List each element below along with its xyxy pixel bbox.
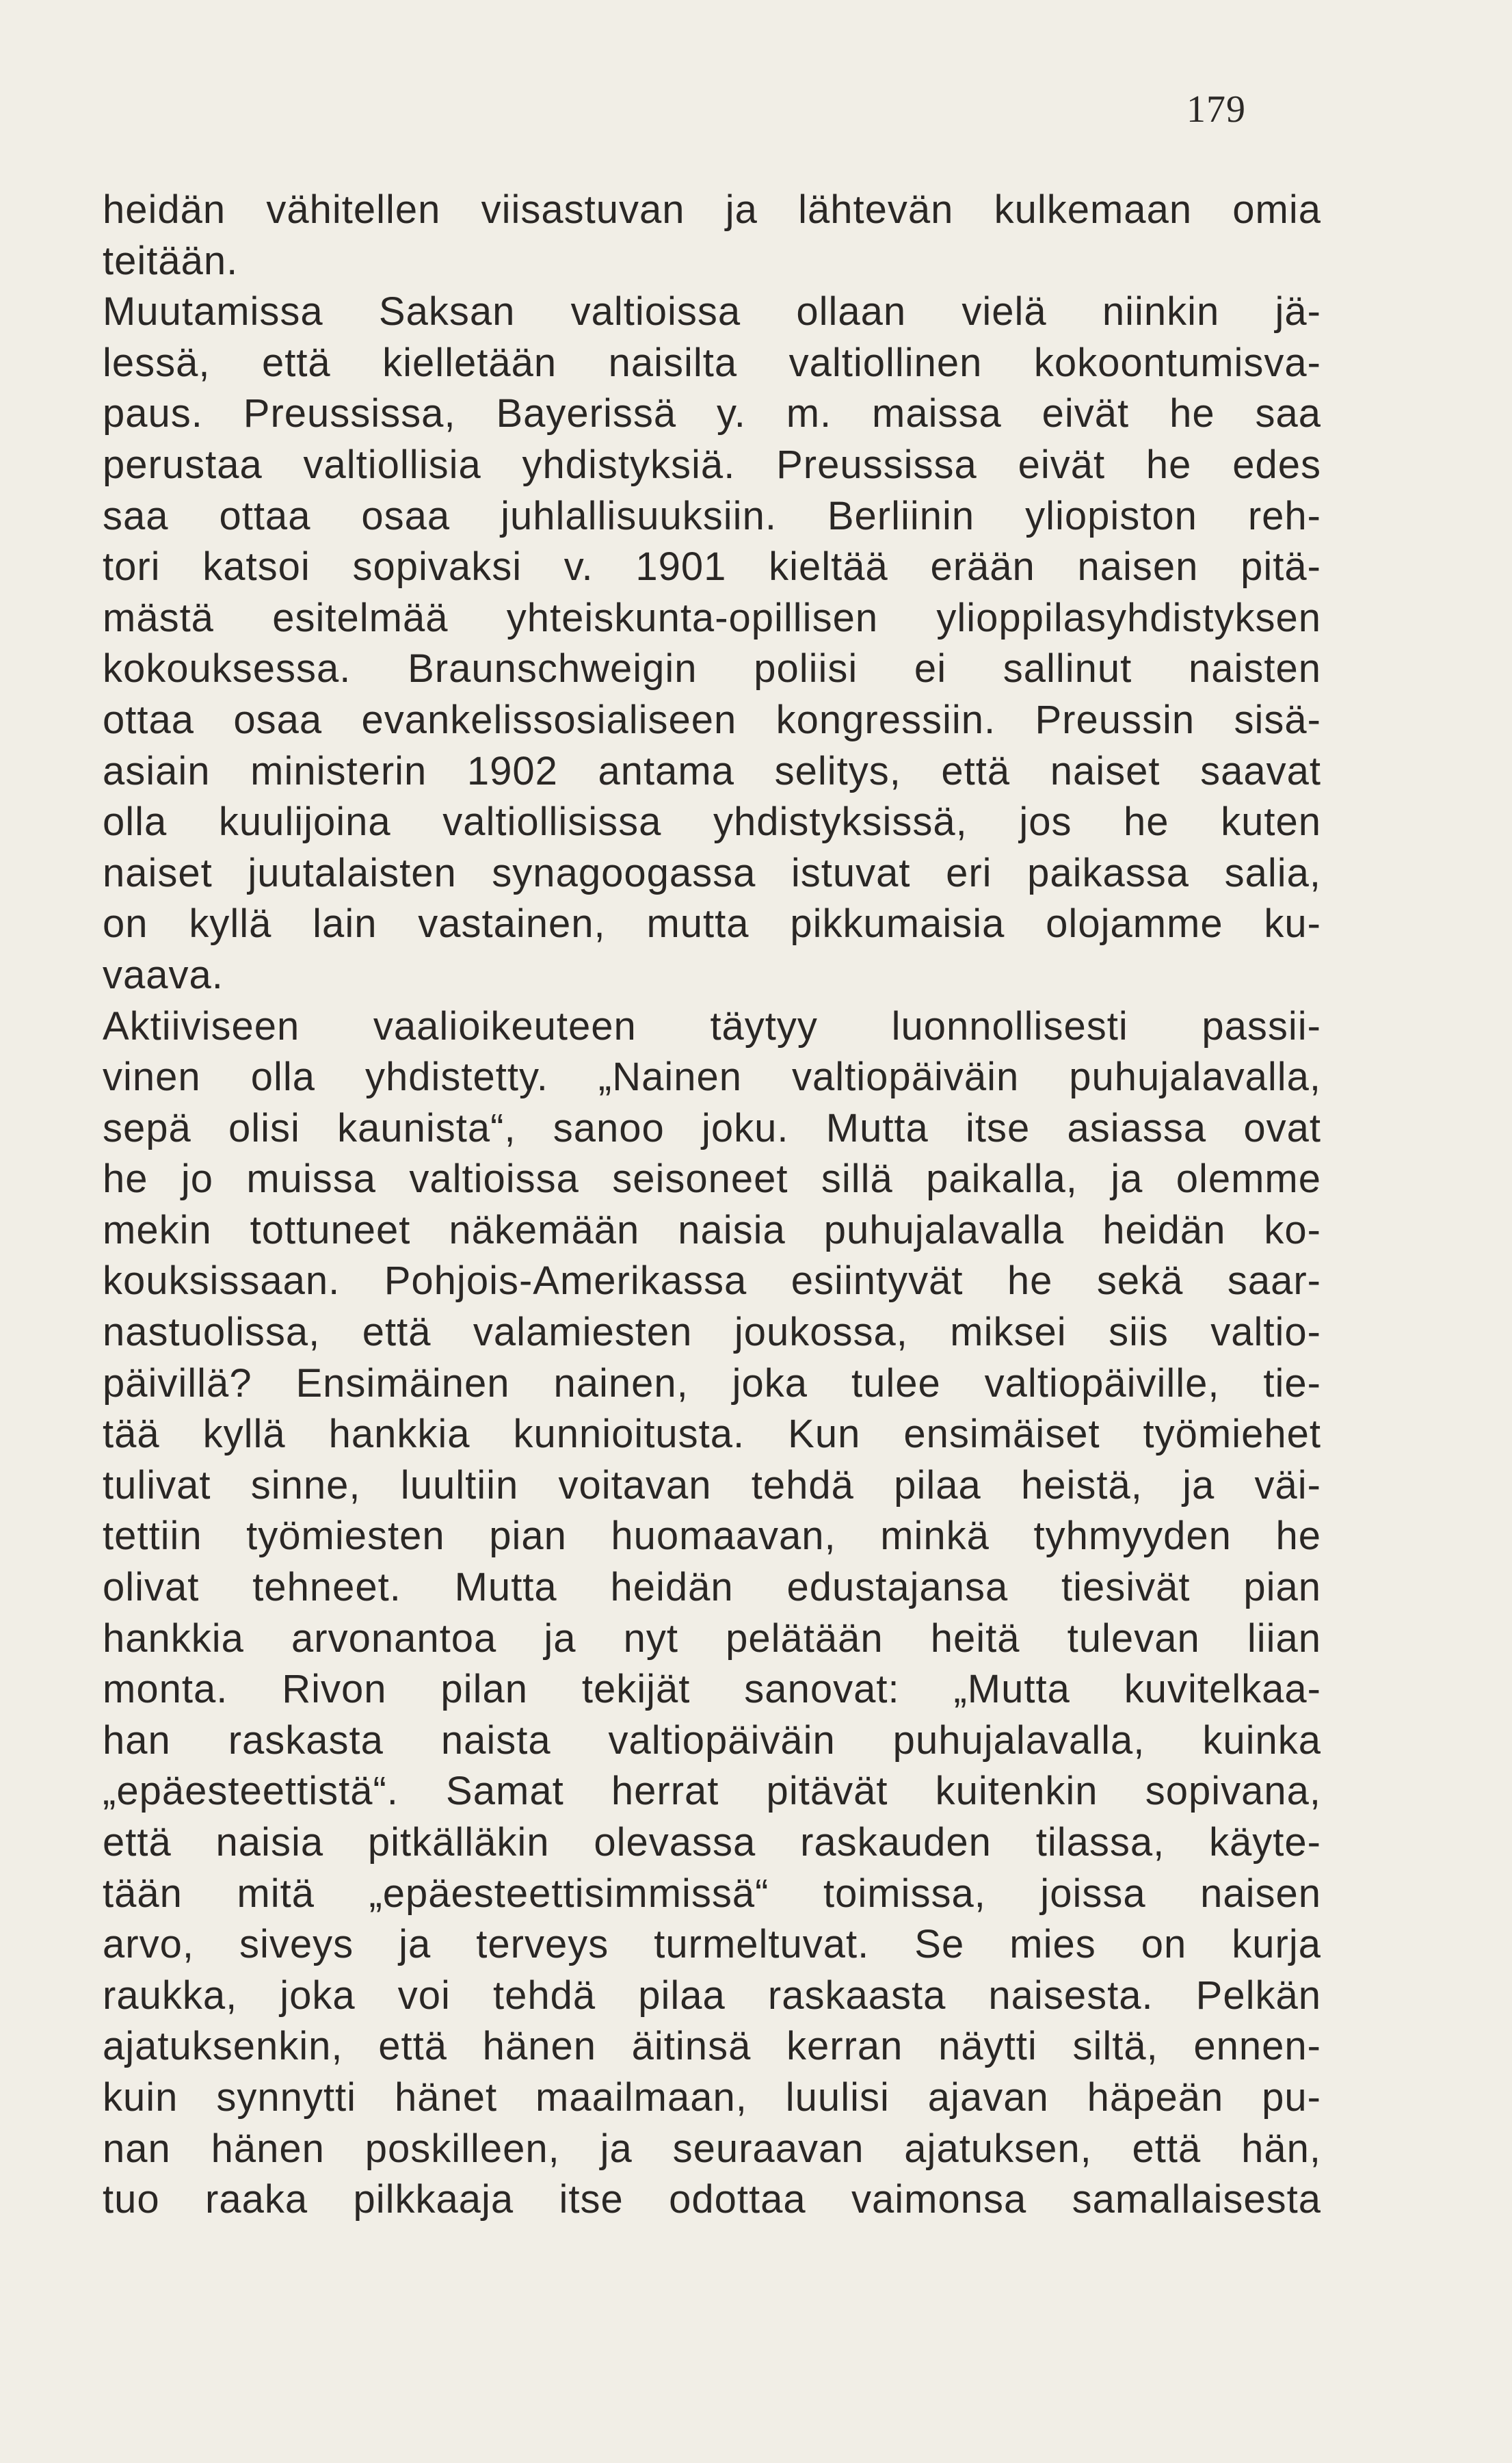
text-line: nan hänen poskilleen, ja seuraavan ajatuksen, että hän, bbox=[103, 2126, 1321, 2171]
text-line: raukka, joka voi tehdä pilaa raskaasta naisesta. Pelkän bbox=[103, 1973, 1321, 2018]
page-number: 179 bbox=[1186, 88, 1246, 131]
text-line: vaava. bbox=[103, 952, 224, 997]
body-text bbox=[103, 185, 1321, 2226]
text-line: tään mitä „epäesteettisimmissä“ toimissa, joissa naisen bbox=[103, 1871, 1321, 1916]
text-line: lessä, että kielletään naisilta valtiollinen kokoontumisva- bbox=[103, 340, 1321, 385]
text-line: olla kuulijoina valtiollisissa yhdistyksissä, jos he kuten bbox=[103, 800, 1321, 845]
text-line: kokouksessa. Braunschweigin poliisi ei sallinut naisten bbox=[103, 646, 1321, 692]
text-line: vinen olla yhdistetty. „Nainen valtiopäiväin puhujalavalla, bbox=[103, 1055, 1321, 1100]
text-line: Muutamissa Saksan valtioissa ollaan vielä niinkin jä- bbox=[103, 289, 1321, 334]
text-line: mästä esitelmää yhteiskunta-opillisen ylioppilasyhdistyksen bbox=[103, 595, 1321, 640]
text-line: saa ottaa osaa juhlallisuuksiin. Berliinin yliopiston reh- bbox=[103, 493, 1321, 538]
text-line: han raskasta naista valtiopäiväin puhujalavalla, kuinka bbox=[103, 1717, 1321, 1763]
text-line: arvo, siveys ja terveys turmeltuvat. Se mies on kurja bbox=[103, 1922, 1321, 1967]
text-line: Aktiiviseen vaalioikeuteen täytyy luonnollisesti passii- bbox=[103, 1003, 1321, 1049]
text-line: olivat tehneet. Mutta heidän edustajansa tiesivät pian bbox=[103, 1565, 1321, 1610]
text-line: nastuolissa, että valamiesten joukossa, miksei siis valtio- bbox=[103, 1310, 1321, 1355]
text-line: että naisia pitkälläkin olevassa raskauden tilassa, käyte- bbox=[103, 1820, 1321, 1865]
text-line: kuin synnytti hänet maailmaan, luulisi ajavan häpeän pu- bbox=[103, 2075, 1321, 2120]
text-line: tori katsoi sopivaksi v. 1901 kieltää erään naisen pitä- bbox=[103, 544, 1321, 590]
text-line: perustaa valtiollisia yhdistyksiä. Preussissa eivät he edes bbox=[103, 442, 1321, 487]
text-line: „epäesteettistä“. Samat herrat pitävät kuitenkin sopivana, bbox=[103, 1769, 1321, 1814]
text-line: tulivat sinne, luultiin voitavan tehdä pilaa heistä, ja väi- bbox=[103, 1462, 1321, 1507]
text-line: monta. Rivon pilan tekijät sanovat: „Mutta kuvitelkaa- bbox=[103, 1667, 1321, 1712]
text-line: mekin tottuneet näkemään naisia puhujalavalla heidän ko- bbox=[103, 1207, 1321, 1252]
text-line: tää kyllä hankkia kunnioitusta. Kun ensimäiset työmiehet bbox=[103, 1412, 1321, 1457]
text-line: on kyllä lain vastainen, mutta pikkumaisia olojamme ku- bbox=[103, 901, 1321, 947]
text-line: teitään. bbox=[103, 238, 239, 283]
text-line: paus. Preussissa, Bayerissä y. m. maissa eivät he saa bbox=[103, 391, 1321, 436]
text-line: kouksissaan. Pohjois-Amerikassa esiintyvät he sekä saar- bbox=[103, 1259, 1321, 1304]
text-line: he jo muissa valtioissa seisoneet sillä paikalla, ja olemme bbox=[103, 1157, 1321, 1202]
text-line: heidän vähitellen viisastuvan ja lähtevän kulkemaan omia bbox=[103, 187, 1321, 232]
text-line: asiain ministerin 1902 antama selitys, että naiset saavat bbox=[103, 748, 1321, 793]
text-line: ajatuksenkin, että hänen äitinsä kerran näytti siltä, ennen- bbox=[103, 2024, 1321, 2069]
text-line: tettiin työmiesten pian huomaavan, minkä tyhmyyden he bbox=[103, 1514, 1321, 1559]
text-line: ottaa osaa evankelissosialiseen kongressiin. Preussin sisä- bbox=[103, 697, 1321, 742]
text-line: päivillä? Ensimäinen nainen, joka tulee valtiopäiville, tie- bbox=[103, 1360, 1321, 1406]
text-line: hankkia arvonantoa ja nyt pelätään heitä tulevan liian bbox=[103, 1616, 1321, 1661]
text-line: naiset juutalaisten synagoogassa istuvat eri paikassa salia, bbox=[103, 850, 1321, 895]
text-line: sepä olisi kaunista“, sanoo joku. Mutta itse asiassa ovat bbox=[103, 1105, 1321, 1150]
text-line: tuo raaka pilkkaaja itse odottaa vaimonsa samallaisesta bbox=[103, 2177, 1321, 2222]
